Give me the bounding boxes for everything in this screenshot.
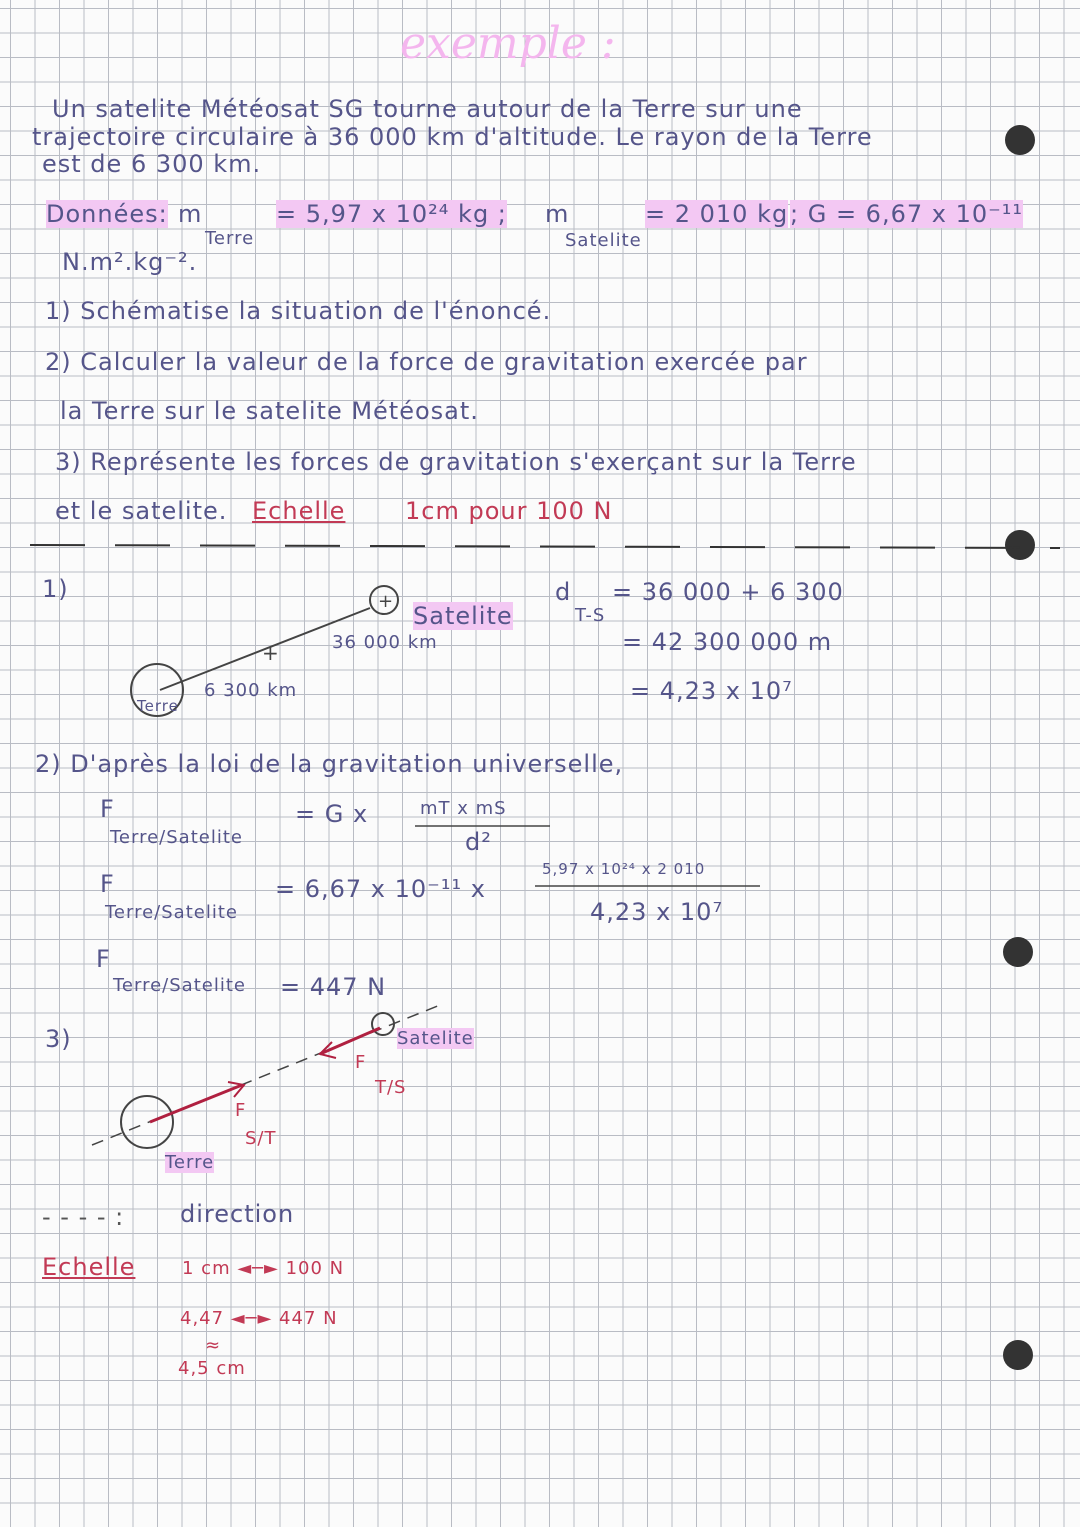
satelite-label: Satelite: [413, 602, 513, 630]
satelite-label: Satelite: [397, 1028, 474, 1049]
distance-line-2: = 42 300 000 m: [622, 628, 833, 656]
scale-line-1: 1 cm ◄─► 100 N: [182, 1258, 345, 1279]
part3-number: 3): [45, 1025, 72, 1053]
svg-text:+: +: [262, 641, 279, 665]
g-constant: ; G = 6,67 x 10⁻¹¹: [790, 200, 1024, 228]
scale-line-2: 4,47 ◄─► 447 N: [180, 1308, 338, 1329]
terre-subscript: Terre: [205, 228, 255, 249]
scale-label: Echelle: [42, 1253, 136, 1281]
legend-dash: - - - - :: [42, 1203, 125, 1231]
formula-numerator: mT x mS: [420, 798, 507, 819]
force-subscript: Terre/Satelite: [113, 975, 246, 996]
formula-denominator: d²: [465, 828, 492, 856]
m-symbol: m: [178, 200, 203, 228]
part1-number: 1): [42, 575, 69, 603]
force-subscript: Terre/Satelite: [110, 827, 243, 848]
data-label: Données:: [46, 200, 168, 228]
terre-label: Terre: [165, 1152, 215, 1173]
legend-text: direction: [180, 1200, 295, 1228]
distance-subscript: T-S: [575, 605, 606, 626]
scale-value: 1cm pour 100 N: [405, 497, 613, 525]
force-st-symbol: F: [235, 1100, 247, 1121]
statement-line: trajectoire circulaire à 36 000 km d'altitude. Le rayon de la Terre: [32, 123, 873, 151]
satelite-subscript: Satelite: [565, 230, 642, 251]
page-title: exemple :: [400, 18, 616, 69]
statement-line: Un satelite Météosat SG tourne autour de la Terre sur une: [52, 95, 803, 123]
mass-satelite: = 2 010 kg: [645, 200, 789, 228]
scale-label: Echelle: [252, 497, 346, 525]
numeric-equals: = 6,67 x 10⁻¹¹ x: [275, 875, 486, 903]
approx-symbol: ≈: [205, 1335, 222, 1356]
formula-equals: = G x: [295, 800, 369, 828]
question-3: 3) Représente les forces de gravitation s'exerçant sur la Terre: [55, 448, 857, 476]
question-2: 2) Calculer la valeur de la force de gravitation exercée par: [45, 348, 808, 376]
statement-line: est de 6 300 km.: [42, 150, 262, 178]
distance-symbol: d: [555, 578, 572, 606]
scale-line-3: 4,5 cm: [178, 1358, 246, 1379]
altitude-label: 36 000 km: [332, 632, 438, 653]
force-subscript: Terre/Satelite: [105, 902, 238, 923]
mass-terre: = 5,97 x 10²⁴ kg ;: [276, 200, 507, 228]
force-st-subscript: S/T: [245, 1128, 277, 1149]
part2-intro: 2) D'après la loi de la gravitation universelle,: [35, 750, 624, 778]
question-2-cont: la Terre sur le satelite Météosat.: [60, 397, 479, 425]
distance-line-1: = 36 000 + 6 300: [612, 578, 844, 606]
svg-text:+: +: [378, 591, 394, 612]
question-3-cont: et le satelite.: [55, 497, 228, 525]
force-ts-subscript: T/S: [375, 1077, 407, 1098]
force-symbol: F: [100, 870, 115, 898]
force-symbol: F: [100, 795, 115, 823]
m-symbol: m: [545, 200, 570, 228]
force-symbol: F: [96, 945, 111, 973]
numeric-numerator: 5,97 x 10²⁴ x 2 010: [542, 860, 706, 878]
numeric-denominator: 4,23 x 10⁷: [590, 898, 724, 926]
radius-label: 6 300 km: [204, 680, 298, 701]
distance-line-3: = 4,23 x 10⁷: [630, 677, 793, 705]
force-result: = 447 N: [280, 973, 387, 1001]
force-ts-symbol: F: [355, 1052, 367, 1073]
question-1: 1) Schématise la situation de l'énoncé.: [45, 297, 552, 325]
g-units: N.m².kg⁻².: [62, 248, 198, 276]
terre-label: Terre: [137, 697, 179, 715]
